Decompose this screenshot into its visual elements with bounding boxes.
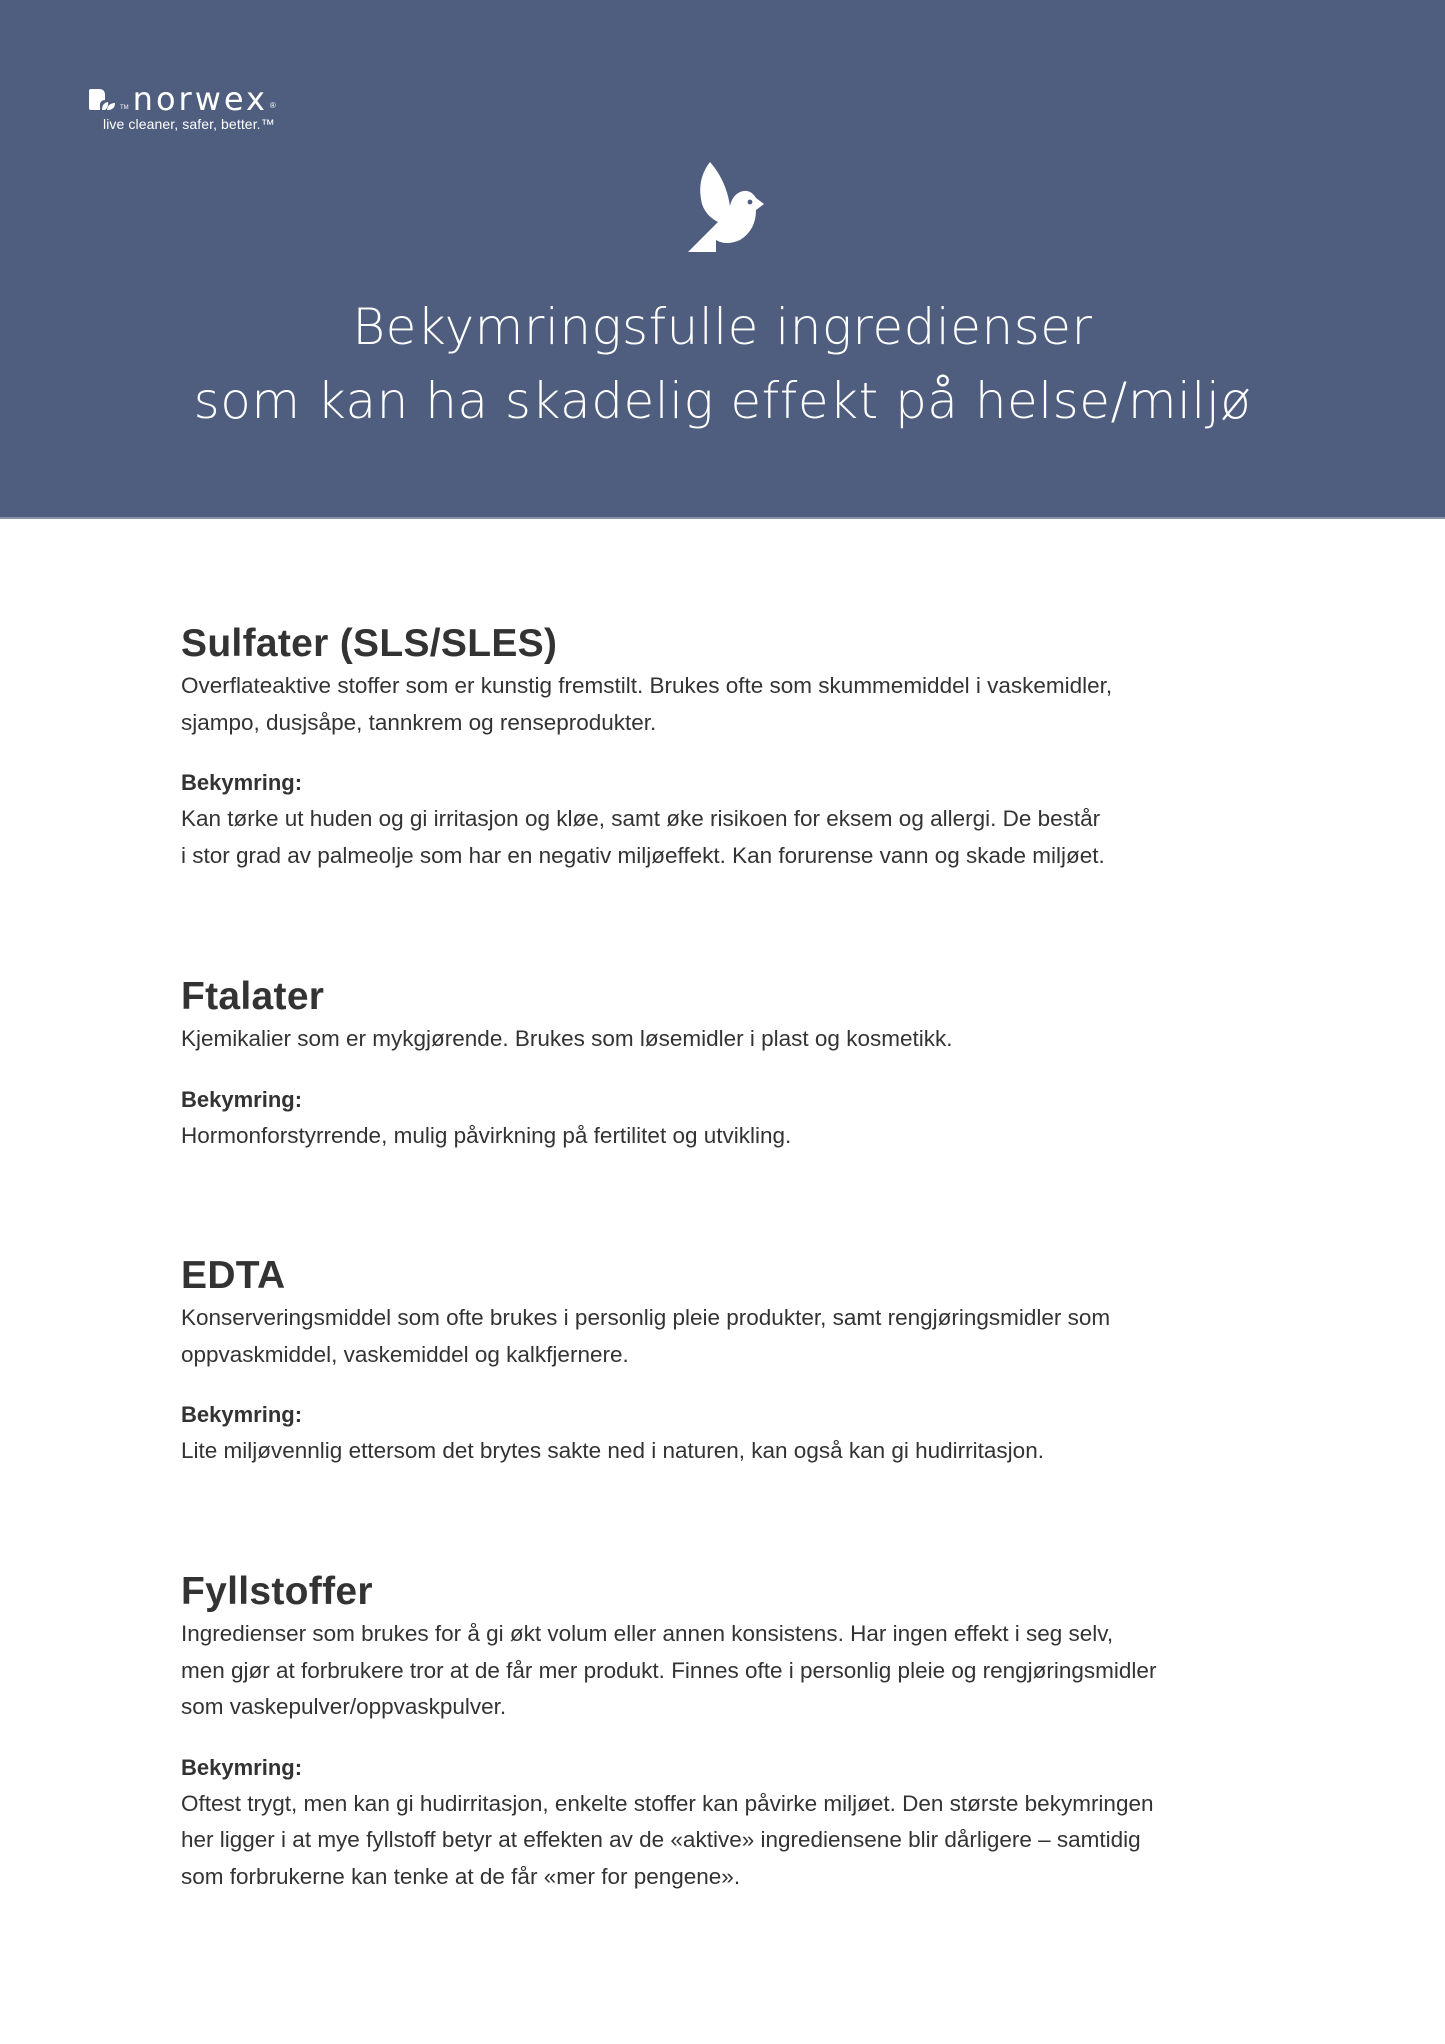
concern-line: som forbrukerne kan tenke at de får «mer for pengene». [181,1863,741,1889]
concern-label: Bekymring: [181,770,303,795]
description-line: Overflateaktive stoffer som er kunstig fremstilt. Brukes ofte som skummemiddel i vaskemidler, [181,673,1113,698]
concern-label: Bekymring: [181,1754,303,1780]
description-line: sjampo, dusjsåpe, tannkrem og renseprodukter. [181,709,657,735]
ingredient-section-ftalater [181,973,1301,1154]
page-title [0,290,1445,438]
norwex-logo [88,80,276,132]
section-heading: Sulfater (SLS/SLES) [181,622,558,665]
page-title-line-1: Bekymringsfulle ingredienser [352,298,1093,356]
page-title-line-2: som kan ha skadelig effekt på helse/miljø [193,372,1252,430]
concern-line: i stor grad av palmeolje som har en negativ miljøeffekt. Kan forurense vann og skade miljøet. [181,842,1105,868]
description-line: Konserveringsmiddel som ofte brukes i personlig pleie produkter, samt rengjøringsmidler som [181,1305,1111,1330]
ingredient-section-edta [181,1252,1301,1470]
dove-icon [686,160,766,252]
ingredient-section-fyllstoffer [181,1568,1301,1895]
header-banner [0,0,1445,519]
description-line: men gjør at forbrukere tror at de får mer produkt. Finnes ofte i personlig pleie og rengjøringsmidler [181,1657,1157,1683]
section-heading: EDTA [181,1254,286,1297]
section-heading: Ftalater [181,975,325,1018]
description-line: oppvaskmiddel, vaskemiddel og kalkfjernere. [181,1341,629,1367]
ingredient-section-sulfater [181,620,1301,874]
description-line: Kjemikalier som er mykgjørende. Brukes som løsemidler i plast og kosmetikk. [181,1026,953,1051]
concern-line: Lite miljøvennlig ettersom det brytes sakte ned i naturen, kan også kan gi hudirritasjon. [181,1438,1044,1463]
concern-label: Bekymring: [181,1086,303,1112]
concern-label: Bekymring: [181,1402,303,1427]
concern-line: Kan tørke ut huden og gi irritasjon og kløe, samt øke risikoen for eksem og allergi. De består [181,806,1101,831]
norwex-leaf-logo-icon [88,88,118,114]
logo-registered: ® [269,101,276,110]
logo-tagline: live cleaner, safer, better.™ [103,116,275,132]
logo-trademark: TM [120,105,129,111]
description-line: som vaskepulver/oppvaskpulver. [181,1694,507,1719]
concern-line: Hormonforstyrrende, mulig påvirkning på fertilitet og utvikling. [181,1122,792,1148]
section-heading: Fyllstoffer [181,1570,373,1613]
concern-line: Oftest trygt, men kan gi hudirritasjon, enkelte stoffer kan påvirke miljøet. Den største bekymringen [181,1790,1154,1816]
logo-wordmark: norwex [132,80,268,118]
description-line: Ingredienser som brukes for å gi økt volum eller annen konsistens. Har ingen effekt i seg selv, [181,1621,1114,1646]
concern-line: her ligger i at mye fyllstoff betyr at effekten av de «aktive» ingrediensene blir dårligere – samtidig [181,1827,1141,1852]
